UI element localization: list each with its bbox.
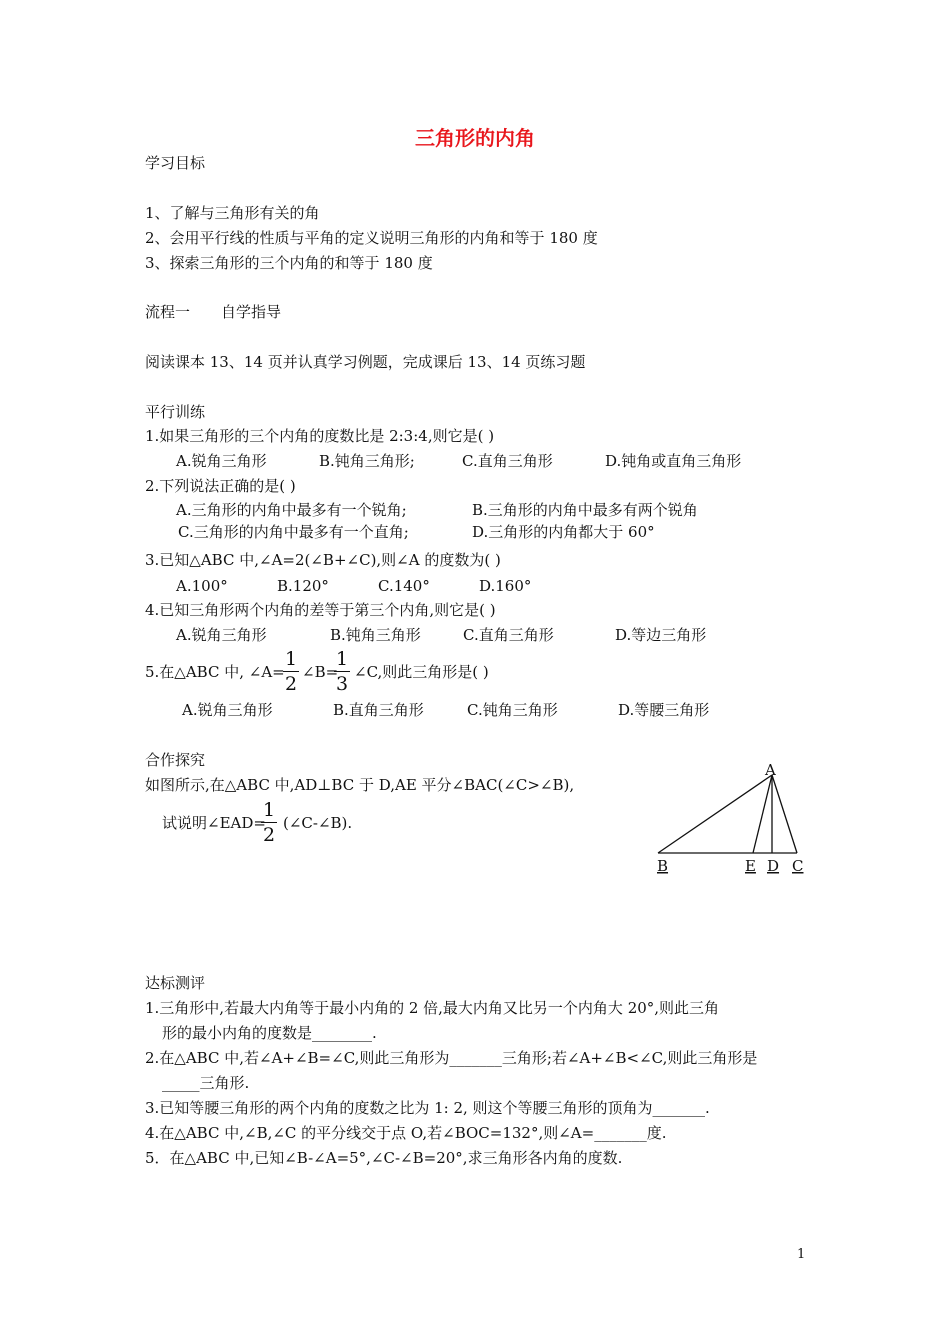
process-heading: 流程一	[145, 303, 191, 321]
label-a: A	[765, 761, 776, 779]
label-c: C	[792, 857, 804, 875]
coop-heading: 合作探究	[145, 751, 206, 769]
q1-option-a: A.锐角三角形	[176, 452, 267, 470]
q5-fraction-2	[334, 648, 350, 695]
question-5-stem-mid: ∠B=	[302, 663, 339, 681]
coop-line-2-suffix: (∠C-∠B).	[283, 814, 353, 832]
q1-option-c: C.直角三角形	[462, 452, 553, 470]
page-number: 1	[797, 1247, 806, 1262]
q5-option-a: A.锐角三角形	[182, 701, 273, 719]
q4-option-b: B.钝角三角形	[330, 626, 421, 644]
objectives-heading: 学习目标	[145, 154, 206, 172]
q3-option-c: C.140°	[378, 577, 430, 595]
segment-ac	[772, 775, 797, 853]
assessment-heading: 达标测评	[145, 974, 206, 992]
assessment-line: 1.三角形中,若最大内角等于最小内角的 2 倍,最大内角又比另一个内角大 20°,则此三角	[145, 999, 720, 1017]
fraction-bar	[283, 671, 299, 672]
q5-fraction-1	[283, 648, 299, 695]
question-5-stem-prefix: 5.在△ABC 中, ∠A=	[145, 663, 285, 681]
q1-option-d: D.钝角或直角三角形	[605, 452, 742, 470]
q3-option-b: B.120°	[277, 577, 329, 595]
assessment-line: 形的最小内角的度数是________.	[162, 1024, 377, 1042]
process-subheading: 自学指导	[221, 303, 282, 321]
question-5-stem-suffix: ∠C,则此三角形是( )	[354, 663, 489, 681]
assessment-line: 4.在△ABC 中,∠B,∠C 的平分线交于点 O,若∠BOC=132°,则∠A=_______度.	[145, 1124, 667, 1142]
assessment-line: 5．在△ABC 中,已知∠B-∠A=5°,∠C-∠B=20°,求三角形各内角的度数.	[145, 1149, 623, 1167]
q1-option-b: B.钝角三角形;	[319, 452, 415, 470]
assessment-line: 2.在△ABC 中,若∠A+∠B=∠C,则此三角形为_______三角形;若∠A+∠B<∠C,则此三角形是	[145, 1049, 758, 1067]
parallel-heading: 平行训练	[145, 403, 206, 421]
question-4-stem: 4.已知三角形两个内角的差等于第三个内角,则它是( )	[145, 601, 496, 619]
segment-ab	[658, 775, 772, 853]
fraction-denominator: 2	[262, 824, 276, 846]
q2-option-b: B.三角形的内角中最多有两个锐角	[472, 501, 698, 519]
label-e: E	[745, 857, 756, 875]
fraction-denominator: 3	[335, 673, 349, 695]
q4-option-d: D.等边三角形	[615, 626, 707, 644]
coop-line-2-prefix: 试说明∠EAD=	[162, 814, 266, 832]
fraction-numerator: 1	[284, 648, 298, 670]
q3-option-d: D.160°	[479, 577, 532, 595]
q2-option-a: A.三角形的内角中最多有一个锐角;	[176, 501, 407, 519]
page-title: 三角形的内角	[415, 126, 535, 150]
assessment-line: 3.已知等腰三角形的两个内角的度数之比为 1: 2, 则这个等腰三角形的顶角为_______.	[145, 1099, 710, 1117]
label-b: B	[657, 857, 669, 875]
assessment-line: _____三角形.	[162, 1074, 250, 1092]
process-text: 阅读课本 13、14 页并认真学习例题，完成课后 13、14 页练习题	[145, 353, 586, 371]
q5-option-b: B.直角三角形	[333, 701, 424, 719]
question-1-stem: 1.如果三角形的三个内角的度数比是 2:3:4,则它是( )	[145, 427, 495, 445]
objective-item: 1、了解与三角形有关的角	[145, 204, 320, 222]
q4-option-c: C.直角三角形	[463, 626, 554, 644]
question-2-stem: 2.下列说法正确的是( )	[145, 477, 296, 495]
q5-option-c: C.钝角三角形	[467, 701, 558, 719]
fraction-bar	[334, 671, 350, 672]
objective-item: 3、探索三角形的三个内角的和等于 180 度	[145, 254, 433, 272]
label-d: D	[767, 857, 780, 875]
fraction-numerator: 1	[262, 799, 276, 821]
coop-line-1: 如图所示,在△ABC 中,AD⊥BC 于 D,AE 平分∠BAC(∠C>∠B),	[145, 776, 575, 794]
q3-option-a: A.100°	[176, 577, 228, 595]
fraction-numerator: 1	[335, 648, 349, 670]
q5-option-d: D.等腰三角形	[618, 701, 710, 719]
q2-option-d: D.三角形的内角都大于 60°	[472, 523, 655, 541]
fraction-bar	[261, 822, 277, 823]
question-3-stem: 3.已知△ABC 中,∠A=2(∠B+∠C),则∠A 的度数为( )	[145, 551, 501, 569]
q2-option-c: C.三角形的内角中最多有一个直角;	[178, 523, 409, 541]
objective-item: 2、会用平行线的性质与平角的定义说明三角形的内角和等于 180 度	[145, 229, 598, 247]
fraction-denominator: 2	[284, 673, 298, 695]
coop-fraction	[261, 799, 277, 846]
triangle-figure	[640, 755, 820, 880]
q4-option-a: A.锐角三角形	[176, 626, 267, 644]
